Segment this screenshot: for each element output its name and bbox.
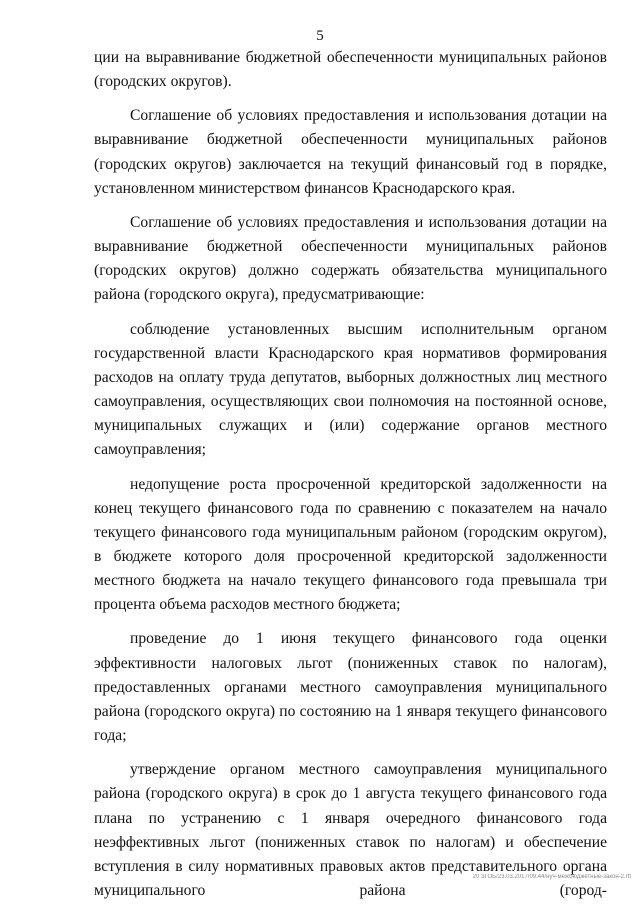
document-body — [94, 46, 607, 913]
paragraph-continuation: ции на выравнивание бюджетной обеспеченности муниципальных районов (городских округов). — [94, 49, 607, 91]
page-number: 5 — [316, 28, 324, 44]
paragraph-obligation-debt: недопущение роста просроченной кредиторской задолженности на конец текущего финансового года по сравнению с показателем на начало текущего финансового года муниципальным районом (городским округом), в бюджете которого доля просроченной кредиторской задолженности местного бюджета на начало текущего финансового года превышала три процента объема расходов местного бюджета; — [94, 475, 607, 614]
paragraph-obligation-tax-evaluation: проведение до 1 июня текущего финансового года оценки эффективности налоговых льгот (пониженных ставок по налогам), предоставленных органами местного самоуправления муниципального района (городского округа) по состоянию на 1 января текущего финансового года; — [94, 630, 607, 745]
paragraph-obligation-salary-norms: соблюдение установленных высшим исполнительным органом государственной власти Краснодарского края нормативов формирования расходов на оплату труда депутатов, выборных должностных лиц местного самоуправления, осуществляющих свои полномочия на постоянной основе, муниципальных служащих и (или) содержание органов местного самоуправления; — [94, 320, 607, 459]
paragraph-agreement-obligations: Соглашение об условиях предоставления и использования дотации на выравнивание бюджетной обеспеченности муниципальных районов (городских округов) должно содержать обязательства муниципального района (городского округа), предусматривающие: — [94, 213, 607, 304]
paragraph-obligation-plan-approval: утверждение органом местного самоуправления муниципального района (городского округа) в срок до 1 августа текущего финансового года плана по устранению с 1 января очередного финансового года неэффективных льгот (пониженных ставок по налогам) и обеспечение вступления в силу нормативных правовых актов представительного органа муниципального района (город- — [94, 761, 607, 899]
paragraph-agreement-term: Соглашение об условиях предоставления и использования дотации на выравнивание бюджетной обеспеченности муниципальных районов (городских округов) заключается на текущий финансовый год в порядке, установленном министерством финансов Краснодарского края. — [94, 107, 607, 197]
footer-file-stamp: 20 ЗГОБ/23.03.2017/09:44/нуч-межбюджетные-закон-2.rtf — [472, 874, 631, 880]
